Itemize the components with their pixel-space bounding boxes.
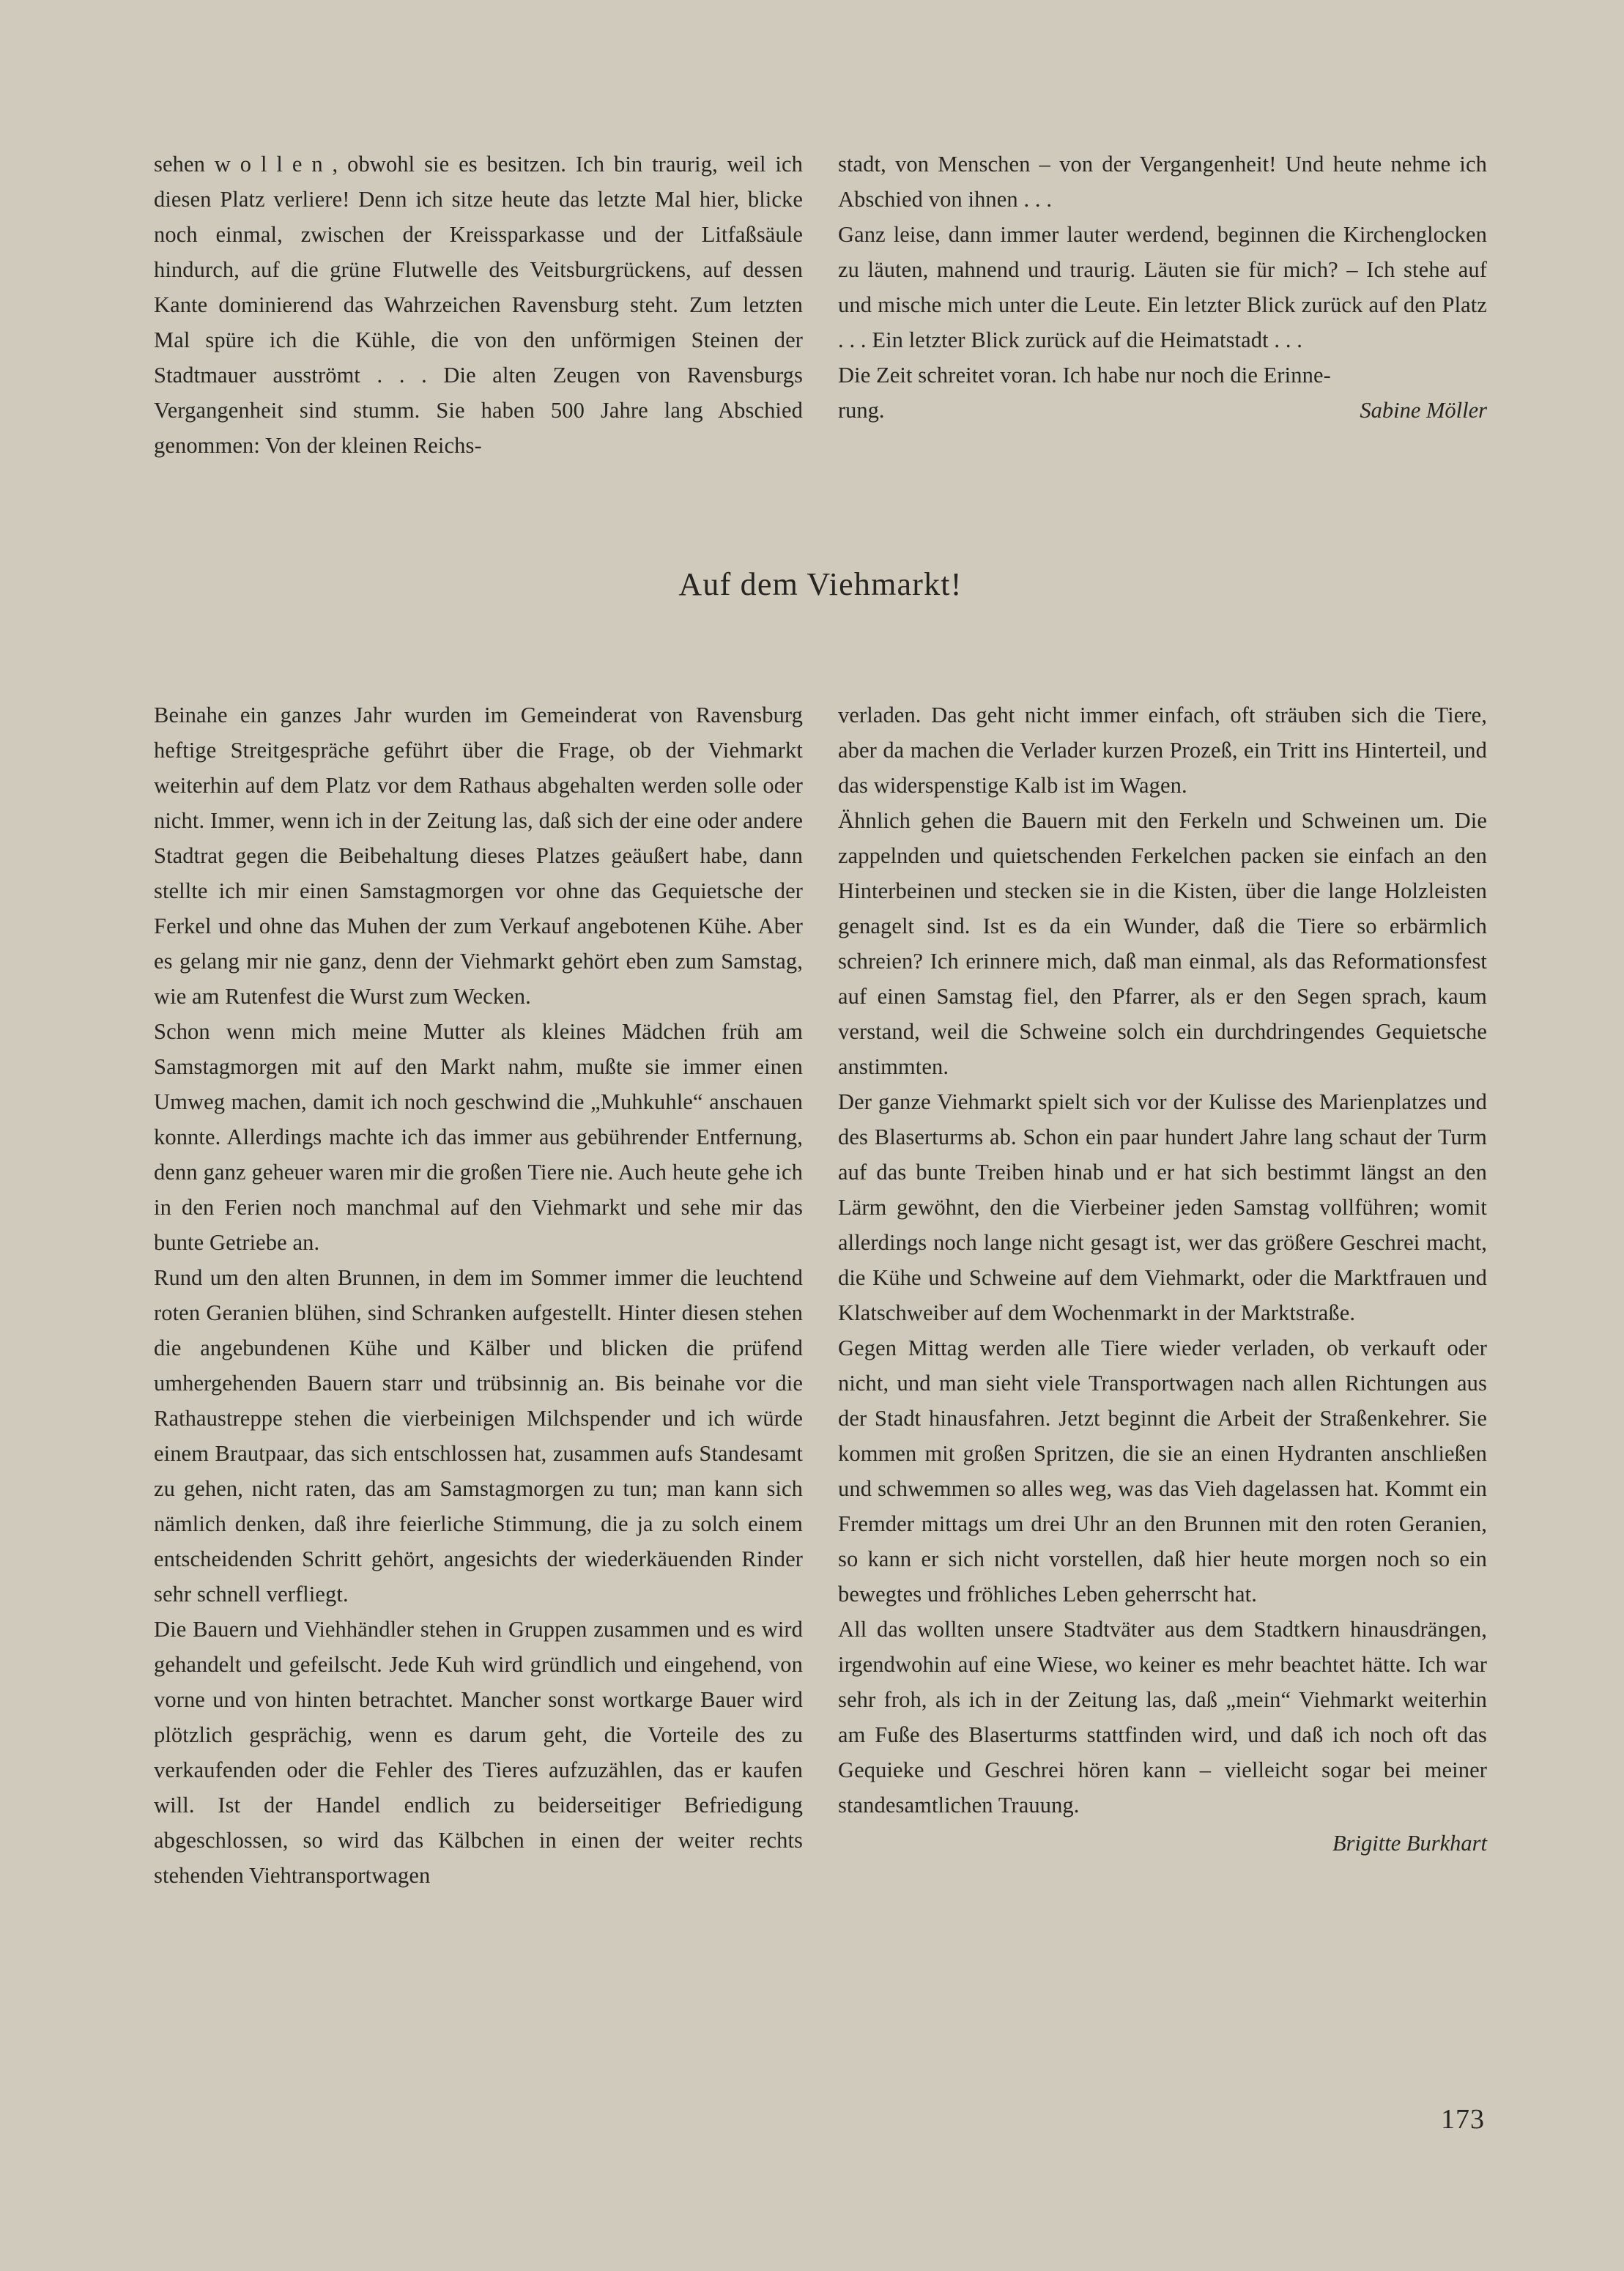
top-article-right-paragraph-3: Die Zeit schreitet voran. Ich habe nur noch die Erinne- [838,363,1331,388]
top-article-author: Sabine Möller [1360,398,1487,423]
main-article-right-paragraph-2: Ähnlich gehen die Bauern mit den Ferkeln und Schweinen um. Die zappelnden und quietschenden Ferkelchen packen sie einfach an den Hinterbeinen und stecken sie in die Kisten, über die lange Holzleisten genagelt sind. Ist es da ein Wunder, daß die Tiere so erbärmlich schreien? Ich erinnere mich, daß man einmal, als das Reformationsfest auf einen Samstag fiel, den Pfarrer, als er den Segen sprach, kaum verstand, weil die Schweine solch ein durchdringendes Gequietsche anstimmten. [838,808,1487,1079]
top-article-right-column [838,147,1487,463]
main-article-right-paragraph-5: All das wollten unsere Stadtväter aus dem Stadtkern hinausdrängen, irgendwohin auf eine Wiese, wo keiner es mehr beachtet hätte. Ich war sehr froh, als ich in der Zeitung las, daß „mein“ Viehmarkt weiterhin am Fuße des Blaserturms stattfinden wird, und daß ich noch oft das Gequieke und Geschrei hören kann – vielleicht sogar bei meiner standesamtlichen Trauung. [838,1617,1487,1818]
main-article-right-column [838,697,1487,1893]
main-article-left-column [154,697,803,1893]
top-article-columns [154,147,1487,463]
article-title-block [154,566,1487,604]
page-number: 173 [1441,2104,1485,2135]
main-article-author: Brigitte Burkhart [1332,1831,1487,1856]
main-article-right-paragraph-1: verladen. Das geht nicht immer einfach, oft sträuben sich die Tiere, aber da machen die Verlader kurzen Prozeß, ein Tritt ins Hinterteil, und das widerspenstige Kalb ist im Wagen. [838,703,1487,798]
main-article-left-paragraph-1: Beinahe ein ganzes Jahr wurden im Gemeinderat von Ravensburg heftige Streitgespräche geführt über die Frage, ob der Viehmarkt weiterhin auf dem Platz vor dem Rathaus abgehalten werden solle oder nicht. Immer, wenn ich in der Zeitung las, daß sich der eine oder andere Stadtrat gegen die Beibehaltung dieses Platzes geäußert habe, dann stellte ich mir einen Samstagmorgen vor ohne das Gequietsche der Ferkel und ohne das Muhen der zum Verkauf angebotenen Kühe. Aber es gelang mir nie ganz, denn der Viehmarkt gehört eben zum Samstag, wie am Rutenfest die Wurst zum Wecken. [154,703,803,1009]
top-article-paragraph-3-end: rung. [838,398,885,423]
main-article-left-paragraph-4: Die Bauern und Viehhändler stehen in Gruppen zusammen und es wird gehandelt und gefeilscht. Jede Kuh wird gründlich und eingehend, von vorne und von hinten betrachtet. Mancher sonst wortkarge Bauer wird plötzlich gesprächig, wenn es darum geht, die Vorteile des zu verkaufenden oder die Fehler des Tieres aufzuzählen, das er kaufen will. Ist der Handel endlich zu beiderseitiger Befriedigung abgeschlossen, so wird das Kälbchen in einen der weiter rechts stehenden Viehtransportwagen [154,1617,803,1888]
main-article-right-paragraph-3: Der ganze Viehmarkt spielt sich vor der Kulisse des Marienplatzes und des Blaserturms ab. Schon ein paar hundert Jahre lang schaut der Turm auf das bunte Treiben hinab und er hat sich bestimmt längst an den Lärm gewöhnt, den die Vierbeiner jeden Samstag vollführen; womit allerdings noch lange nicht gesagt ist, wer das größere Geschrei macht, die Kühe und Schweine auf dem Viehmarkt, oder die Marktfrauen und Klatschweiber auf dem Wochenmarkt in der Marktstraße. [838,1089,1487,1325]
top-article-right-paragraph-2: Ganz leise, dann immer lauter werdend, beginnen die Kirchenglocken zu läuten, mahnend und traurig. Läuten sie für mich? – Ich stehe auf und mische mich unter die Leute. Ein letzter Blick zurück auf den Platz . . . Ein letzter Blick zurück auf die Heimatstadt . . . [838,222,1487,352]
main-article-left-paragraph-2: Schon wenn mich meine Mutter als kleines Mädchen früh am Samstagmorgen mit auf den Markt nahm, mußte sie immer einen Umweg machen, damit ich noch geschwind die „Muhkuhle“ anschauen konnte. Allerdings machte ich das immer aus gebührender Entfernung, denn ganz geheuer waren mir die großen Tiere nie. Auch heute gehe ich in den Ferien noch manchmal auf den Viehmarkt und sehe mir das bunte Getriebe an. [154,1019,803,1255]
main-article-right-paragraph-4: Gegen Mittag werden alle Tiere wieder verladen, ob verkauft oder nicht, und man sieht viele Transportwagen nach allen Richtungen aus der Stadt hinausfahren. Jetzt beginnt die Arbeit der Straßenkehrer. Sie kommen mit großen Spritzen, die sie an einen Hydranten anschließen und schwemmen so alles weg, was das Vieh dagelassen hat. Kommt ein Fremder mittags um drei Uhr an den Brunnen mit den roten Geranien, so kann er sich nicht vorstellen, daß hier heute morgen noch so ein bewegtes und fröhliches Leben geherrscht hat. [838,1335,1487,1607]
top-article-right-paragraph-1: stadt, von Menschen – von der Vergangenheit! Und heute nehme ich Abschied von ihnen . . . [838,152,1487,212]
page-title: Auf dem Viehmarkt! [678,566,963,602]
main-article-columns [154,697,1487,1893]
page-content [154,147,1487,1893]
top-article-left-column [154,147,803,463]
main-article-left-paragraph-3: Rund um den alten Brunnen, in dem im Sommer immer die leuchtend roten Geranien blühen, sind Schranken aufgestellt. Hinter diesen stehen die angebundenen Kühe und Kälber und blicken die prüfend umhergehenden Bauern starr und trübsinnig an. Bis beinahe vor die Rathaustreppe stehen die vierbeinigen Milchspender und ich würde einem Brautpaar, das sich entschlossen hat, zusammen aufs Standesamt zu gehen, nicht raten, das am Samstagmorgen zu tun; man kann sich nämlich denken, daß ihre feierliche Stimmung, die ja zu solch einem entscheidenden Schritt gehört, angesichts der wiederkäuenden Rinder sehr schnell verfliegt. [154,1265,803,1607]
top-article-signature-row [838,393,1487,428]
top-article-left-paragraph: sehen w o l l e n , obwohl sie es besitzen. Ich bin traurig, weil ich diesen Platz verliere! Denn ich sitze heute das letzte Mal hier, blicke noch einmal, zwischen der Kreissparkasse und der Litfaßsäule hindurch, auf die grüne Flutwelle des Veitsburgrückens, auf dessen Kante dominierend das Wahrzeichen Ravensburg steht. Zum letzten Mal spüre ich die Kühle, die von den unförmigen Steinen der Stadtmauer ausströmt . . . Die alten Zeugen von Ravensburgs Vergangenheit sind stumm. Sie haben 500 Jahre lang Abschied genommen: Von der kleinen Reichs- [154,152,803,458]
